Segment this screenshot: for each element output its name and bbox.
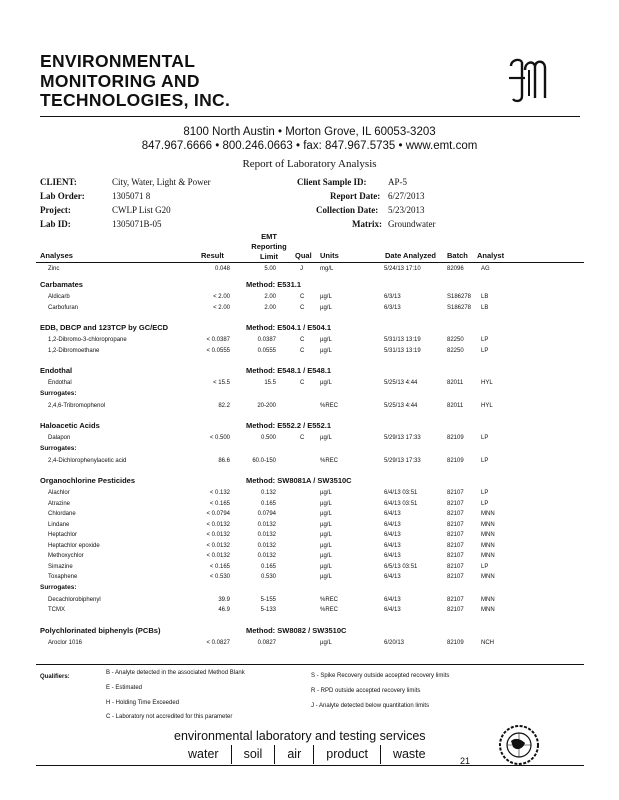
cell-l: 0.132	[260, 490, 276, 496]
cell-d: 5/25/13 4:44	[384, 380, 418, 386]
cell-b: 82096	[447, 266, 464, 272]
cell-u: µg/L	[320, 347, 332, 354]
cell-an: LP	[481, 490, 489, 496]
cell-an: LP	[481, 563, 489, 570]
collection-value: 5/23/2013	[388, 205, 425, 215]
header-reporting: Reporting	[251, 242, 287, 251]
table-row	[0, 378, 619, 388]
cell-l: 0.0132	[257, 553, 276, 559]
table-row	[0, 488, 619, 498]
table-row	[0, 456, 619, 466]
cell-b: 82107	[447, 542, 464, 549]
cell-a: Heptachlor epoxide	[48, 542, 100, 549]
project-value: CWLP List G20	[112, 205, 171, 215]
cell-r: < 0.0387	[206, 337, 230, 343]
cell-a: Dalapon	[48, 435, 71, 441]
cell-b: 82250	[447, 337, 464, 343]
client-label: CLIENT:	[40, 177, 77, 187]
cell-u: µg/L	[320, 521, 332, 528]
cell-an: MNN	[481, 553, 495, 559]
cell-b: 82107	[447, 490, 464, 496]
cell-r: 39.9	[218, 596, 230, 603]
section-method: Method: E531.1	[246, 280, 302, 289]
cell-b: 82011	[447, 402, 464, 409]
cell-l: 5.00	[264, 266, 276, 272]
cell-r: < 0.0827	[206, 639, 230, 646]
cell-r: < 0.0132	[206, 521, 230, 528]
cell-l: 0.500	[260, 435, 276, 441]
qualifier-b: B - Analyte detected in the associated Method Blank	[106, 670, 245, 676]
cell-u: %REC	[320, 607, 339, 613]
globe-seal-icon	[497, 723, 541, 767]
cell-d: 6/3/13	[384, 304, 401, 311]
cell-l: 0.165	[260, 500, 276, 507]
company-name	[40, 52, 230, 111]
cell-d: 6/4/13	[384, 574, 401, 580]
cell-d: 6/4/13	[384, 542, 401, 549]
cell-u: µg/L	[320, 511, 332, 517]
cell-d: 5/31/13 13:19	[384, 337, 421, 343]
cell-r: < 0.500	[209, 435, 230, 441]
qualifier-h: H - Holding Time Exceeded	[106, 700, 180, 706]
surrogates-label: Surrogates:	[40, 444, 77, 452]
cell-r: < 0.165	[209, 563, 230, 570]
cell-u: µg/L	[320, 639, 332, 646]
cell-l: 20-200	[257, 402, 276, 409]
cell-l: 0.0132	[257, 542, 276, 549]
cell-a: Decachlorobiphenyl	[48, 596, 101, 603]
table-row	[0, 541, 619, 551]
footer-tagline: environmental laboratory and testing services	[174, 729, 426, 743]
cell-d: 6/4/13	[384, 521, 401, 528]
cell-r: < 0.132	[209, 490, 230, 496]
table-header-rule	[36, 262, 584, 263]
section-title: Carbamates	[40, 280, 83, 289]
section-method: Method: E552.2 / E552.1	[246, 421, 332, 430]
cell-a: Simazine	[48, 563, 73, 570]
table-row	[0, 335, 619, 345]
qualifier-rule	[36, 664, 584, 665]
cell-b: 82107	[447, 553, 464, 559]
cell-q: C	[300, 304, 305, 311]
section-header	[0, 420, 619, 431]
cell-an: LB	[481, 294, 489, 300]
cell-a: 2,4,6-Tribromophenol	[48, 402, 106, 409]
cell-l: 2.00	[264, 304, 276, 311]
table-row	[0, 303, 619, 313]
cell-a: Aroclor 1016	[48, 639, 83, 646]
cell-l: 0.0132	[257, 532, 276, 538]
section-method: Method: SW8082 / SW3510C	[246, 625, 347, 635]
qualifiers-label: Qualifiers:	[40, 674, 70, 680]
cell-a: Lindane	[48, 521, 70, 528]
cell-l: 0.0132	[257, 521, 276, 528]
header-emt: EMT	[261, 232, 277, 241]
section-header	[0, 322, 619, 333]
cell-q: C	[300, 435, 305, 441]
cell-r: < 0.0132	[206, 542, 230, 549]
section-title: EDB, DBCP and 123TCP by GC/ECD	[40, 323, 169, 332]
cell-a: TCMX	[48, 607, 65, 613]
cell-b: 82107	[447, 574, 464, 580]
table-row	[0, 520, 619, 530]
company-line-1: ENVIRONMENTAL	[40, 51, 196, 71]
cell-an: MNN	[481, 521, 495, 528]
project-label: Project:	[40, 205, 71, 215]
cell-u: %REC	[320, 457, 339, 464]
surrogates-label: Surrogates:	[40, 389, 77, 397]
cell-d: 6/4/13	[384, 553, 401, 559]
qualifier-e: E - Estimated	[106, 685, 143, 691]
table-row	[0, 572, 619, 582]
cell-a: Methoxychlor	[48, 553, 84, 559]
section-header	[0, 365, 619, 376]
cell-q: C	[300, 294, 305, 300]
tag-product: product	[313, 745, 380, 764]
report-date-label: Report Date:	[330, 191, 381, 201]
cell-d: 6/4/13 03:51	[384, 500, 418, 507]
cell-l: 0.0387	[257, 337, 276, 343]
table-row	[0, 551, 619, 561]
cell-d: 6/4/13 03:51	[384, 490, 418, 496]
lab-order-label: Lab Order:	[40, 191, 85, 201]
section-header	[0, 625, 619, 636]
cell-l: 0.165	[260, 563, 276, 570]
cell-l: 5-133	[260, 607, 276, 613]
cell-d: 6/20/13	[384, 639, 405, 646]
cell-u: µg/L	[320, 294, 332, 300]
qualifier-r: R - RPD outside accepted recovery limits	[311, 688, 421, 694]
cell-r: < 0.0555	[206, 347, 230, 354]
cell-b: S186278	[447, 294, 472, 300]
cell-d: 5/29/13 17:33	[384, 435, 421, 441]
header-batch: Batch	[447, 251, 468, 260]
cell-d: 6/4/13	[384, 596, 401, 603]
cell-an: LP	[481, 435, 489, 441]
cell-an: HYL	[481, 402, 493, 409]
header-limit: Limit	[260, 252, 278, 261]
cell-l: 15.5	[264, 380, 276, 386]
cell-an: LB	[481, 304, 489, 311]
header-units: Units	[320, 251, 339, 260]
cell-u: µg/L	[320, 490, 332, 496]
cell-r: < 0.0794	[206, 511, 230, 517]
table-row	[0, 638, 619, 648]
cell-an: LP	[481, 347, 489, 354]
cell-a: Endothal	[48, 380, 72, 386]
cell-d: 6/4/13	[384, 511, 401, 517]
table-row	[0, 562, 619, 572]
cell-d: 6/4/13	[384, 532, 401, 538]
table-row	[0, 264, 619, 274]
cell-d: 5/31/13 13:19	[384, 347, 421, 354]
header-rule	[40, 116, 580, 117]
header-date: Date Analyzed	[385, 251, 436, 260]
cell-q: C	[300, 347, 305, 354]
qualifier-s: S - Spike Recovery outside accepted recovery limits	[311, 673, 450, 679]
cell-d: 5/25/13 4:44	[384, 402, 418, 409]
page-number: 21	[460, 756, 471, 766]
cell-l: 0.0555	[257, 347, 276, 354]
cell-r: 82.2	[218, 402, 230, 409]
cell-d: 6/3/13	[384, 294, 401, 300]
cell-a: Heptachlor	[48, 532, 78, 538]
cell-a: Chlordane	[48, 511, 76, 517]
cell-l: 5-155	[260, 596, 276, 603]
cell-b: 82107	[447, 596, 464, 603]
cell-r: 0.048	[214, 266, 230, 272]
section-header	[0, 279, 619, 290]
section-title: Polychlorinated biphenyls (PCBs)	[40, 625, 161, 635]
table-row	[0, 595, 619, 605]
cell-d: 5/29/13 17:33	[384, 457, 421, 464]
section-method: Method: E504.1 / E504.1	[246, 323, 332, 332]
cell-a: Atrazine	[48, 500, 71, 507]
cell-an: MNN	[481, 596, 495, 603]
service-tags	[174, 745, 438, 764]
cell-d: 5/24/13 17:10	[384, 266, 421, 272]
client-value: City, Water, Light & Power	[112, 177, 211, 187]
cell-u: µg/L	[320, 532, 332, 538]
cell-l: 0.0827	[257, 639, 276, 646]
cell-r: < 0.0132	[206, 553, 230, 559]
cell-r: < 0.0132	[206, 532, 230, 538]
cell-an: HYL	[481, 380, 493, 386]
cell-d: 6/4/13	[384, 607, 401, 613]
cell-q: J	[300, 266, 303, 272]
address-line: 8100 North Austin • Morton Grove, IL 60053-3203	[183, 126, 436, 138]
cell-l: 0.0794	[257, 511, 276, 517]
cell-q: C	[300, 337, 305, 343]
header-analyses: Analyses	[40, 251, 73, 260]
sample-id-label: Client Sample ID:	[297, 177, 367, 187]
cell-b: 82109	[447, 457, 464, 464]
cell-b: 82107	[447, 563, 464, 570]
header-analyst: Analyst	[477, 251, 505, 260]
section-method: Method: E548.1 / E548.1	[246, 366, 332, 375]
lab-order-value: 1305071 8	[112, 191, 151, 201]
cell-r: < 15.5	[213, 380, 230, 386]
cell-b: 82250	[447, 347, 464, 354]
lab-id-value: 1305071B-05	[112, 219, 162, 229]
cell-r: 86.6	[218, 457, 230, 464]
cell-u: %REC	[320, 402, 339, 409]
section-title: Haloacetic Acids	[40, 421, 100, 430]
company-line-2: MONITORING AND	[40, 70, 200, 91]
cell-u: µg/L	[320, 304, 332, 311]
cell-u: µg/L	[320, 553, 332, 559]
cell-u: µg/L	[320, 563, 332, 570]
tag-air: air	[274, 745, 313, 764]
cell-u: µg/L	[320, 542, 332, 549]
cell-b: 82107	[447, 532, 464, 538]
section-method: Method: SW8081A / SW3510C	[246, 476, 352, 485]
cell-b: 82109	[447, 639, 464, 646]
collection-label: Collection Date:	[316, 205, 379, 215]
cell-u: µg/L	[320, 574, 332, 580]
table-row	[0, 509, 619, 519]
cell-an: MNN	[481, 607, 495, 613]
cell-u: mg/L	[320, 266, 334, 272]
cell-b: 82107	[447, 607, 464, 613]
matrix-label: Matrix:	[352, 219, 382, 229]
cell-an: MNN	[481, 511, 495, 517]
cell-l: 60.0-150	[252, 457, 276, 464]
table-row	[0, 499, 619, 509]
cell-b: 82107	[447, 521, 464, 528]
cell-an: LP	[481, 457, 489, 464]
cell-l: 2.00	[264, 294, 276, 300]
cell-r: < 2.00	[213, 304, 230, 311]
cell-a: Carbofuran	[48, 304, 79, 311]
cell-d: 6/5/13 03:51	[384, 563, 418, 570]
cell-a: 1,2-Dibromoethane	[48, 347, 100, 354]
cell-a: 2,4-Dichlorophenylacetic acid	[48, 457, 127, 464]
contact-block	[0, 125, 619, 153]
cell-u: µg/L	[320, 435, 332, 441]
cell-q: C	[300, 380, 305, 386]
cell-a: Toxaphene	[48, 574, 78, 580]
cell-a: 1,2-Dibromo-3-chloropropane	[48, 337, 127, 343]
cell-b: S186278	[447, 304, 472, 311]
section-title: Endothal	[40, 366, 73, 375]
cell-an: MNN	[481, 542, 495, 549]
cell-u: µg/L	[320, 500, 332, 507]
lab-id-label: Lab ID:	[40, 219, 71, 229]
table-row	[0, 346, 619, 356]
company-line-3: TECHNOLOGIES, INC.	[40, 90, 231, 110]
table-row	[0, 401, 619, 411]
cell-r: 46.9	[218, 607, 230, 613]
report-date-value: 6/27/2013	[388, 191, 425, 201]
cell-an: MNN	[481, 574, 495, 580]
surrogates-label: Surrogates:	[40, 583, 77, 591]
cell-r: < 0.530	[209, 574, 230, 580]
matrix-value: Groundwater	[388, 219, 436, 229]
tag-soil: soil	[231, 745, 275, 764]
table-row	[0, 433, 619, 443]
cell-l: 0.530	[260, 574, 276, 580]
table-row	[0, 292, 619, 302]
qualifier-c: C - Laboratory not accredited for this parameter	[106, 714, 233, 720]
cell-u: µg/L	[320, 380, 332, 386]
phone-line: 847.967.6666 • 800.246.0663 • fax: 847.967.5735 • www.emt.com	[141, 140, 478, 152]
cell-a: Alachlor	[48, 490, 70, 496]
section-header	[0, 475, 619, 486]
table-row	[0, 530, 619, 540]
qualifier-j: J - Analyte detected below quantitation limits	[311, 703, 430, 709]
cell-an: LP	[481, 337, 489, 343]
table-row	[0, 605, 619, 615]
tag-waste: waste	[380, 745, 438, 764]
cell-an: NCH	[481, 639, 494, 646]
cell-b: 82011	[447, 380, 464, 386]
cell-a: Zinc	[48, 266, 60, 272]
report-title: Report of Laboratory Analysis	[242, 158, 377, 170]
sample-id-value: AP-5	[388, 177, 408, 187]
tag-water: water	[188, 747, 219, 761]
cell-b: 82109	[447, 435, 464, 441]
section-title: Organochlorine Pesticides	[40, 476, 136, 485]
cell-b: 82107	[447, 500, 464, 507]
cell-u: µg/L	[320, 337, 332, 343]
cell-r: < 0.165	[209, 500, 230, 507]
cell-an: AG	[481, 266, 490, 272]
cell-a: Aldicarb	[48, 294, 70, 300]
cell-u: %REC	[320, 596, 339, 603]
cell-b: 82107	[447, 511, 464, 517]
header-result: Result	[201, 251, 224, 260]
emt-logo-icon	[505, 56, 551, 104]
cell-an: MNN	[481, 532, 495, 538]
cell-an: LP	[481, 500, 489, 507]
header-qual: Qual	[295, 251, 312, 260]
cell-r: < 2.00	[213, 294, 230, 300]
